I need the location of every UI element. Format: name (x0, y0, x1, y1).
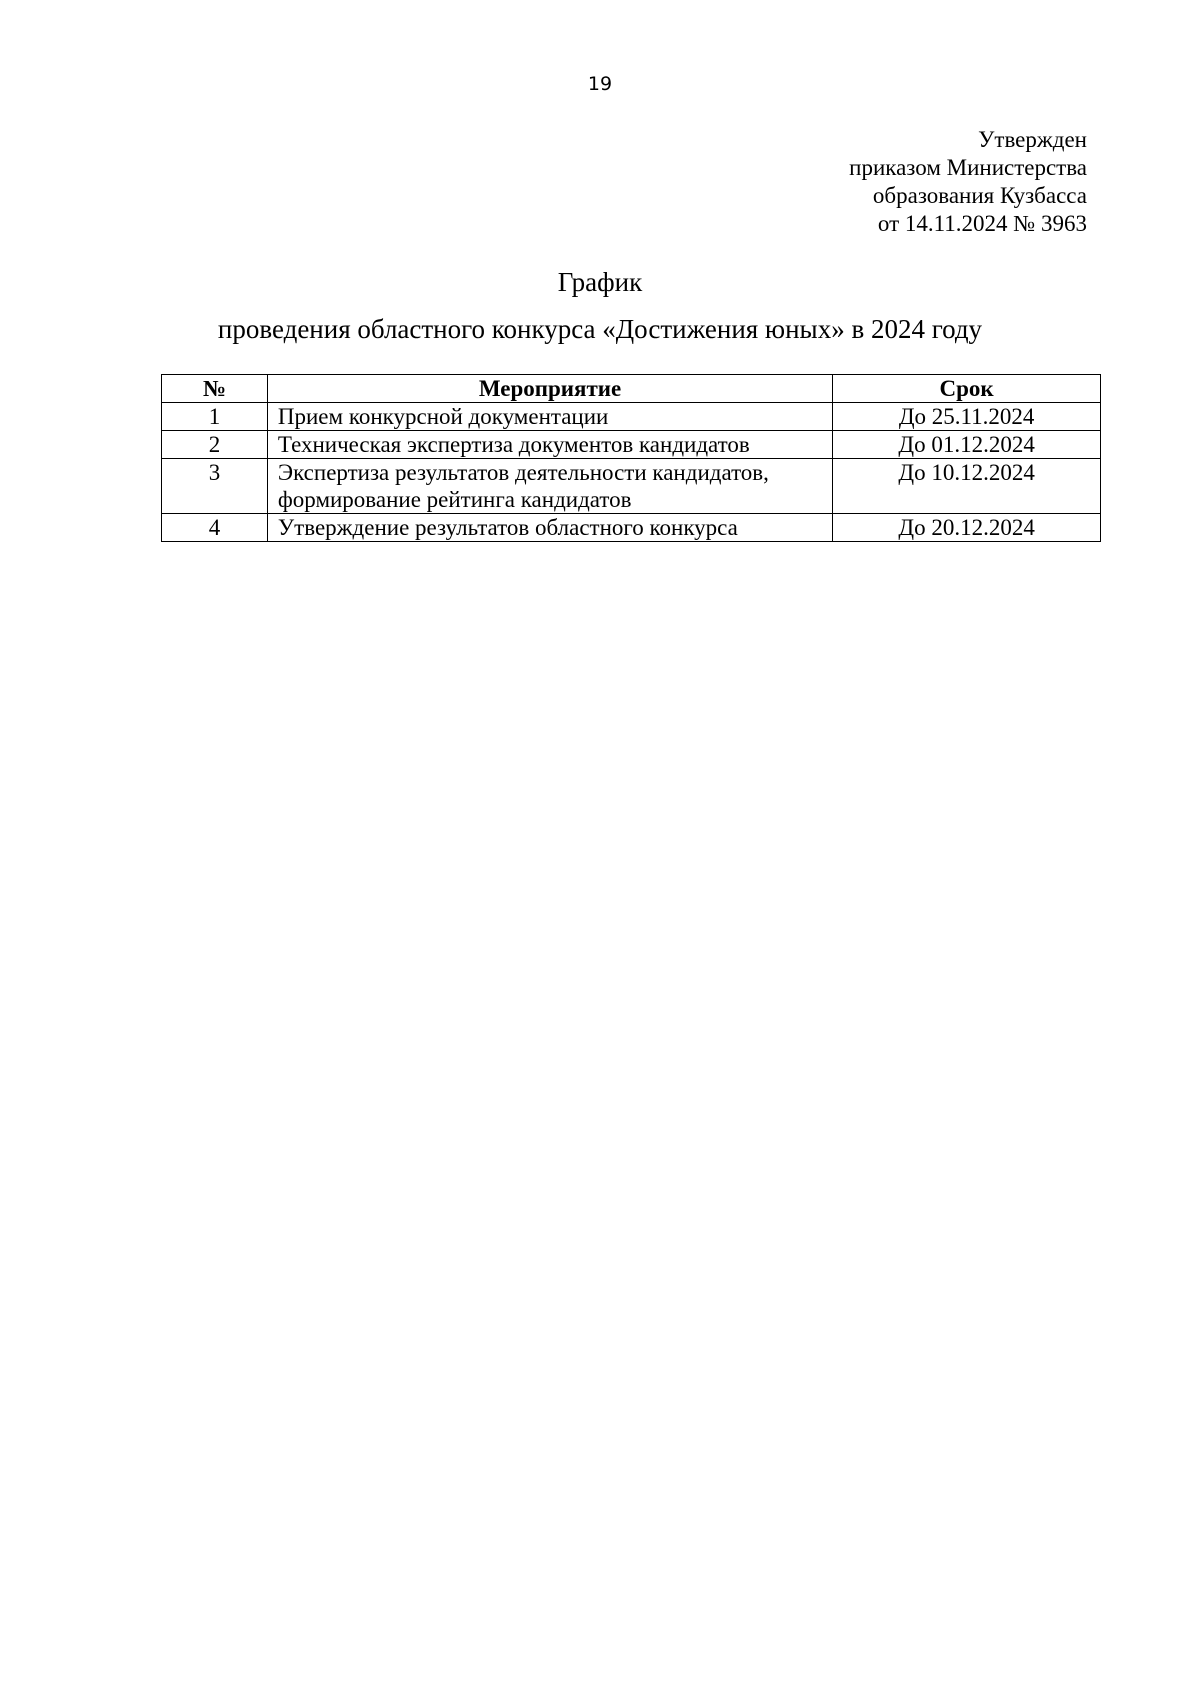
row-date: До 25.11.2024 (833, 403, 1101, 431)
table-row (162, 403, 1101, 431)
approval-line-3: образования Кузбасса (872, 183, 1087, 208)
approval-line-2: приказом Министерства (849, 155, 1087, 180)
row-date: До 10.12.2024 (833, 459, 1101, 514)
table-row (162, 431, 1101, 459)
row-num: 4 (162, 514, 268, 542)
approval-line-4: от 14.11.2024 № 3963 (877, 211, 1087, 236)
row-num: 2 (162, 431, 268, 459)
row-num: 1 (162, 403, 268, 431)
document-subtitle: проведения областного конкурса «Достижения юных» в 2024 году (217, 314, 983, 344)
row-event: Техническая экспертиза документов кандидатов (267, 431, 832, 459)
row-date: До 20.12.2024 (833, 514, 1101, 542)
row-date: До 01.12.2024 (833, 431, 1101, 459)
table-row (162, 459, 1101, 514)
row-event: Утверждение результатов областного конкурса (267, 514, 832, 542)
row-event: Экспертиза результатов деятельности кандидатов, формирование рейтинга кандидатов (267, 459, 832, 514)
page-number: 19 (587, 73, 613, 95)
header-date: Срок (833, 375, 1101, 403)
table-row (162, 514, 1101, 542)
document-title: График (557, 267, 643, 297)
row-num: 3 (162, 459, 268, 514)
row-event: Прием конкурсной документации (267, 403, 832, 431)
table-header-row (162, 375, 1101, 403)
approval-block (849, 126, 1087, 238)
header-num: № (162, 375, 268, 403)
header-event: Мероприятие (267, 375, 832, 403)
approval-line-1: Утвержден (978, 127, 1087, 152)
schedule-table (161, 374, 1101, 542)
